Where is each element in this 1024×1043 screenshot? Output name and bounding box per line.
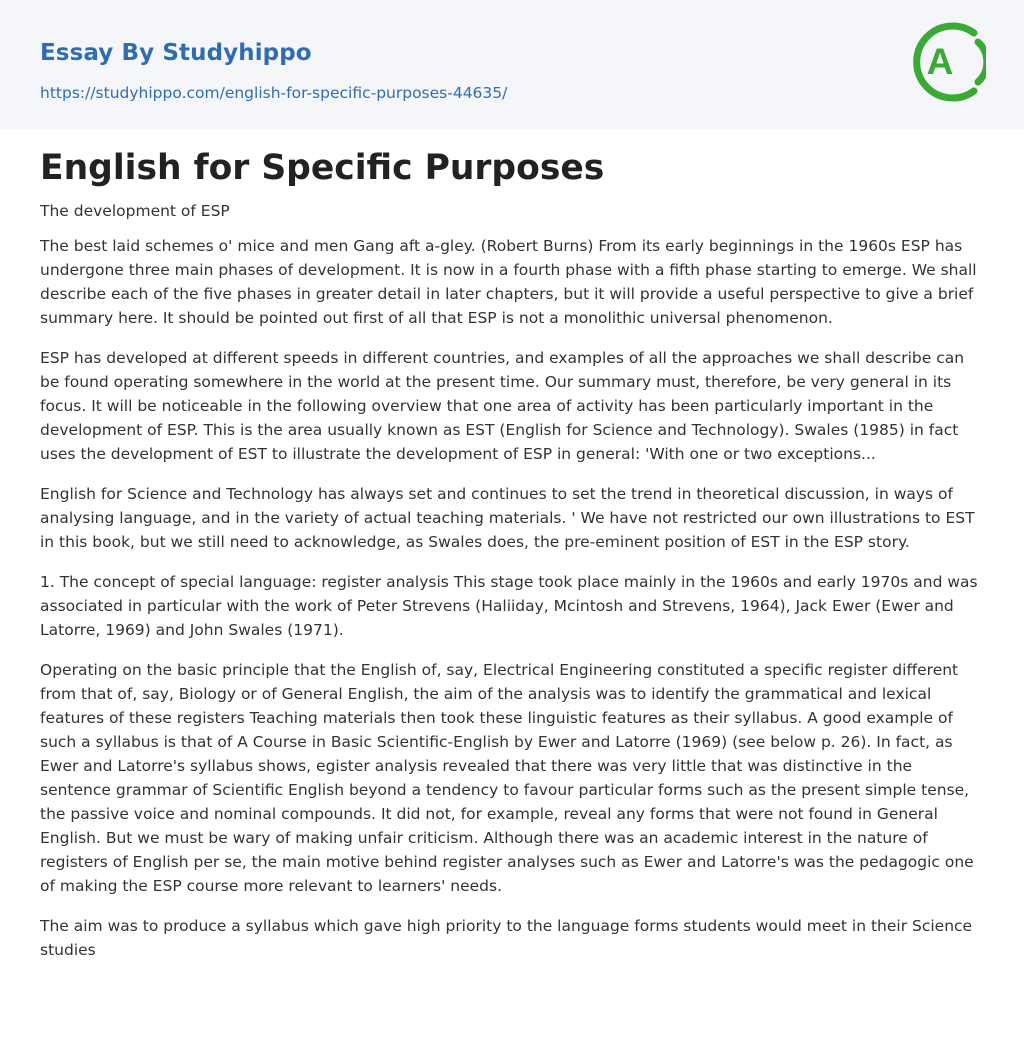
- logo-letter: A: [926, 41, 954, 82]
- paragraph: English for Science and Technology has always set and continues to set the trend in theoretical discussion, in ways of analysing language, and in the variety of actual teaching materials. ' We have not restricted our own illustrations to EST in this book, but we still need to acknowledge, as Swales does, the pre-eminent position of EST in the ESP story.: [40, 485, 975, 551]
- article-subtitle: The development of ESP: [40, 202, 230, 220]
- article-body: [40, 234, 986, 978]
- paragraph: The aim was to produce a syllabus which gave high priority to the language forms students would meet in their Science studies: [40, 917, 973, 959]
- studyhippo-logo-icon[interactable]: [912, 20, 986, 104]
- source-url-link[interactable]: https://studyhippo.com/english-for-specific-purposes-44635/: [40, 84, 508, 102]
- paragraph: ESP has developed at different speeds in different countries, and examples of all the approaches we shall describe can be found operating somewhere in the world at the present time. Our summary must, therefore, be very general in its focus. It will be noticeable in the following overview that one area of activity has been particularly important in the development of ESP. This is the area usually known as EST (English for Science and Technology). Swales (1985) in fact uses the development of EST to illustrate the development of ESP in general: 'With one or two exceptions...: [40, 349, 965, 463]
- paragraph: 1. The concept of special language: register analysis This stage took place mainly in the 1960s and early 1970s and was associated in particular with the work of Peter Strevens (Haliiday, Mcintosh and Strevens, 1964), Jack Ewer (Ewer and Latorre, 1969) and John Swales (1971).: [40, 573, 978, 639]
- site-brand[interactable]: Essay By Studyhippo: [40, 40, 312, 66]
- article-title: English for Specific Purposes: [40, 148, 605, 188]
- paragraph: Operating on the basic principle that the English of, say, Electrical Engineering constituted a specific register different from that of, say, Biology or of General English, the aim of the analysis was to identify the grammatical and lexical features of these registers Teaching materials then took these linguistic features as their syllabus. A good example of such a syllabus is that of A Course in Basic Scientific-English by Ewer and Latorre (1969) (see below p. 26). In fact, as Ewer and Latorre's syllabus shows, egister analysis revealed that there was very little that was distinctive in the sentence grammar of Scientific English beyond a tendency to favour particular forms such as the present simple tense, the passive voice and nominal compounds. It did not, for example, reveal any forms that were not found in General English. But we must be wary of making unfair criticism. Although there was an academic interest in the nature of registers of English per se, the main motive behind register analyses such as Ewer and Latorre's was the pedagogic one of making the ESP course more relevant to learners' needs.: [40, 661, 974, 895]
- paragraph: The best laid schemes o' mice and men Gang aft a-gley. (Robert Burns) From its early beginnings in the 1960s ESP has undergone three main phases of development. It is now in a fourth phase with a fifth phase starting to emerge. We shall describe each of the five phases in greater detail in later chapters, but it will provide a useful perspective to give a brief summary here. It should be pointed out first of all that ESP is not a monolithic universal phenomenon.: [40, 237, 977, 327]
